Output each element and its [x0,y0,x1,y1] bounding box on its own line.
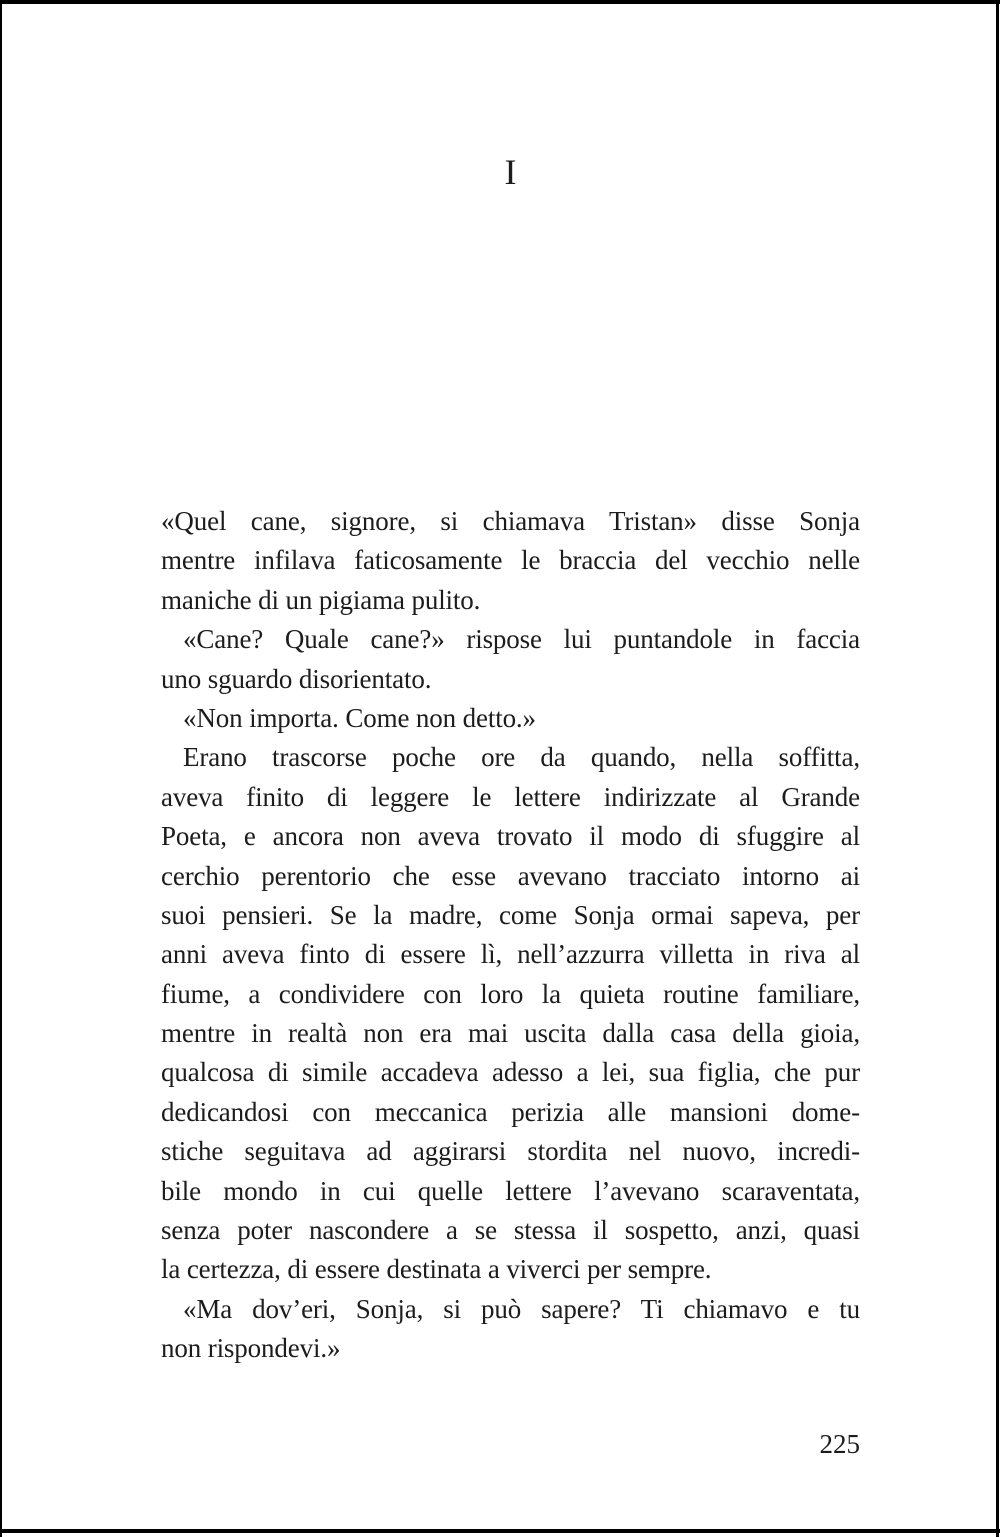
body-text-block [161,502,860,1369]
text-line: Poeta, e ancora non aveva trovato il modo di sfuggire al [161,821,860,852]
text-line: «Ma dov’eri, Sonja, si può sapere? Ti chiamavo e tu [183,1293,860,1324]
text-line: dedicandosi con meccanica perizia alle mansioni dome- [161,1096,860,1127]
text-line: aveva finito di leggere le lettere indirizzate al Grande [161,781,860,812]
text-line: suoi pensieri. Se la madre, come Sonja ormai sapeva, per [161,899,860,930]
text-line: fiume, a condividere con loro la quieta routine familiare, [161,978,860,1009]
text-line: non rispondevi.» [161,1333,341,1364]
scan-frame-top [0,0,1000,4]
text-line: mentre in realtà non era mai uscita dalla casa della gioia, [161,1018,860,1049]
text-line: stiche seguitava ad aggirarsi stordita nel nuovo, incredi- [161,1136,860,1167]
scan-frame-bottom [0,1529,1000,1533]
text-line: cerchio perentorio che esse avevano tracciato intorno ai [161,860,860,891]
text-line: «Cane? Quale cane?» rispose lui puntandole in faccia [183,624,860,655]
text-line: Erano trascorse poche ore da quando, nella soffitta, [183,742,860,773]
text-line: anni aveva finto di essere lì, nell’azzurra villetta in riva al [161,939,860,970]
scan-frame-right [996,0,999,1537]
text-line: bile mondo in cui quelle lettere l’avevano scaraventata, [161,1175,860,1206]
text-line: qualcosa di simile accadeva adesso a lei, sua figlia, che pur [161,1057,860,1088]
scan-frame-left [0,0,2,1537]
chapter-numeral: I [504,152,517,192]
text-line: «Quel cane, signore, si chiamava Tristan» disse Sonja [161,506,860,536]
text-line: uno sguardo disorientato. [161,663,432,694]
page-number: 225 [819,1429,860,1459]
text-line: mentre infilava faticosamente le braccia del vecchio nelle [161,545,860,576]
text-line: senza poter nascondere a se stessa il sospetto, anzi, quasi [161,1215,860,1246]
text-line: maniche di un pigiama pulito. [161,584,481,615]
text-line: la certezza, di essere destinata a viverci per sempre. [161,1254,712,1285]
text-line: «Non importa. Come non detto.» [183,702,536,733]
